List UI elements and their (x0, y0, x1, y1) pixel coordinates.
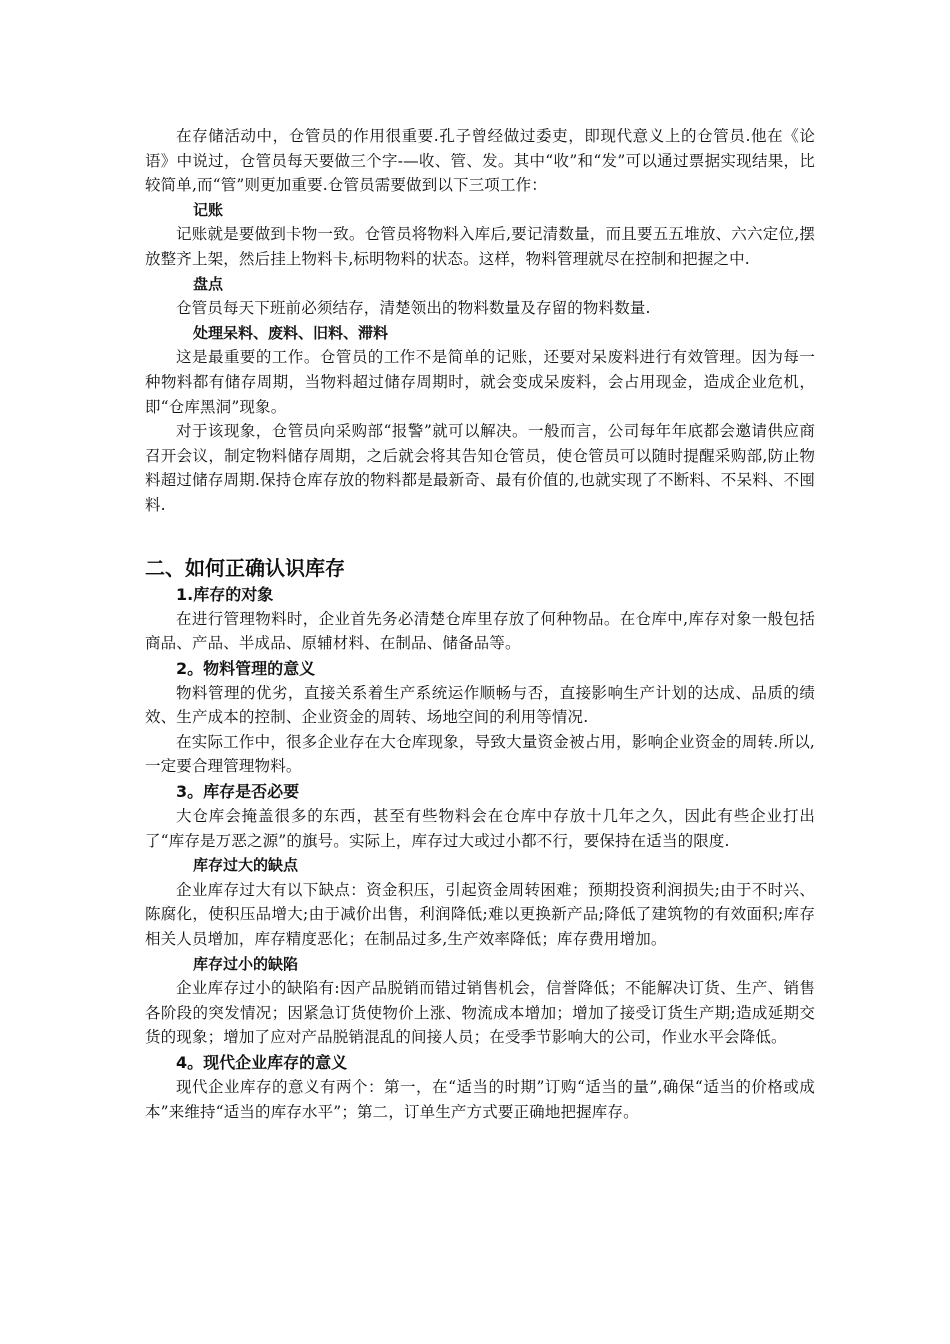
dead-stock-paragraph: 这是最重要的工作。仓管员的工作不是简单的记账，还要对呆废料进行有效管理。因为每一种物料都有储存周期，当物料超过储存周期时，就会变成呆废料，会占用现金，造成企业危机，即“仓库黑洞”现象。 (145, 348, 815, 416)
task-heading-dead-stock: 处理呆料、废料、旧料、滞料 (193, 323, 389, 342)
stocktaking-paragraph: 仓管员每天下班前必须结存，清楚领出的物料数量及存留的物料数量. (176, 299, 651, 318)
material-management-paragraph: 物料管理的优劣，直接关系着生产系统运作顺畅与否，直接影响生产计划的达成、品质的绩效、生产成本的控制、企业资金的周转、场地空间的利用等情况. (145, 683, 815, 727)
inventory-objects-paragraph: 在进行管理物料时，企业首先务必清楚仓库里存放了何种物品。在仓库中,库存对象一般包括商品、产品、半成品、原辅材料、在制品、储备品等。 (145, 609, 815, 653)
section-title: 二、如何正确认识库存 (145, 555, 345, 580)
material-management-paragraph: 在实际工作中，很多企业存在大仓库现象，导致大量资金被占用，影响企业资金的周转.所以,一定要合理管理物料。 (145, 732, 815, 776)
inventory-necessity-paragraph: 大仓库会掩盖很多的东西，甚至有些物料会在仓库中存放十几年之久，因此有些企业打出了“库存是万恶之源”的旗号。实际上，库存过大或过小都不行，要保持在适当的限度. (145, 807, 815, 850)
item-heading-inventory-objects: 1.库存的对象 (176, 584, 274, 604)
excess-inventory-paragraph: 企业库存过大有以下缺点：资金积压，引起资金周转困难；预期投资利润损失;由于不时兴、陈腐化，使积压品增大;由于减价出售，利润降低;难以更换新产品;降低了建筑物的有效面积;库存相关人员增加，库存精度恶化；在制品过多,生产效率降低；库存费用增加。 (145, 880, 815, 949)
item-heading-inventory-necessity: 3。库存是否必要 (176, 782, 300, 802)
bookkeeping-paragraph: 记账就是要做到卡物一致。仓管员将物料入库后,要记清数量，而且要五五堆放、六六定位,摆放整齐上架，然后挂上物料卡,标明物料的状态。这样，物料管理就尽在控制和把握之中. (145, 225, 815, 268)
low-inventory-paragraph: 企业库存过小的缺陷有:因产品脱销而错过销售机会，信誉降低；不能解决订货、生产、销售各阶段的突发情况；因紧急订货使物价上涨、物流成本增加；增加了接受订货生产期;造成延期交货的现象；增加了应对产品脱销混乱的间接人员；在受季节影响大的公司，作业水平会降低。 (145, 979, 815, 1047)
item-heading-modern-inventory: 4。现代企业库存的意义 (176, 1053, 348, 1072)
dead-stock-paragraph: 对于该现象，仓管员向采购部“报警”就可以解决。一般而言，公司每年年底都会邀请供应商召开会议，制定物料储存周期，之后就会将其告知仓管员，使仓管员可以随时提醒采购部,防止物料超过储存周期.保持仓库存放的物料都是最新奇、最有价值的,也就实现了不断料、不呆料、不囤料. (145, 422, 815, 514)
section-spacer (145, 518, 815, 554)
modern-inventory-paragraph: 现代企业库存的意义有两个：第一，在“适当的时期”订购“适当的量”,确保“适当的价格或成本”来维持“适当的库存水平”；第二，订单生产方式要正确地把握库存。 (145, 1078, 815, 1121)
task-heading-stocktaking: 盘点 (193, 274, 224, 293)
subheading-excess-inventory: 库存过大的缺点 (193, 856, 299, 875)
document-body (145, 124, 815, 1124)
subheading-low-inventory: 库存过小的缺陷 (193, 954, 299, 973)
item-heading-material-management: 2。物料管理的意义 (176, 658, 316, 678)
intro-paragraph: 在存储活动中，仓管员的作用很重要.孔子曾经做过委吏，即现代意义上的仓管员.他在《论语》中说过，仓管员每天要做三个字-—收、管、发。其中“收”和“发”可以通过票据实现结果，比较简单,而“管”则更加重要.仓管员需要做到以下三项工作： (145, 127, 815, 195)
task-heading-bookkeeping: 记账 (193, 200, 224, 219)
